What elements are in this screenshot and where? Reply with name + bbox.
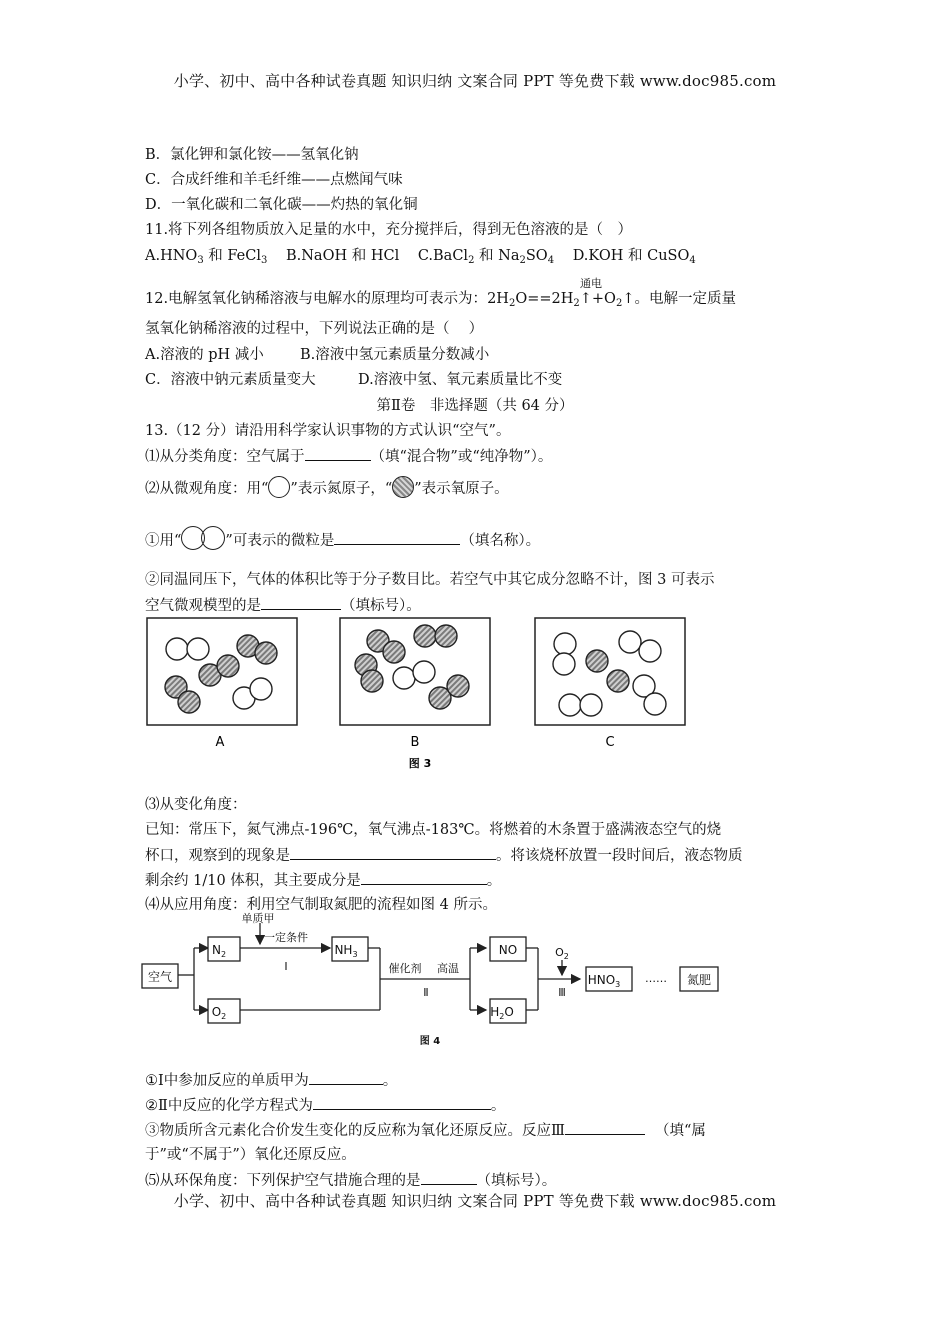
- answer-blank[interactable]: [309, 1070, 383, 1085]
- node-hno3: $HNO_3$: [587, 973, 621, 989]
- q12-line2: 氢氧化钠稀溶液的过程中，下列说法正确的是（ ）: [145, 321, 484, 337]
- atom-o: [217, 655, 239, 677]
- page-footer: 小学、初中、高中各种试卷真题 知识归纳 文案合同 PPT 等免费下载 www.doc985.com: [173, 1192, 777, 1210]
- atom-n: [553, 653, 575, 675]
- figure-3-box-a: [147, 618, 297, 725]
- q13-sub1: ①用“ ”可表示的微粒是 （填名称）。: [145, 526, 540, 551]
- answer-blank[interactable]: [565, 1120, 645, 1135]
- atom-n: [166, 638, 188, 660]
- node-n2: $N_2$: [211, 943, 227, 959]
- nitrogen-molecule-icon-right: [201, 526, 225, 550]
- atom-o: [607, 670, 629, 692]
- nitrogen-atom-icon: [268, 476, 290, 498]
- q12-option-d: D.溶液中氢、氧元素质量比不变: [358, 372, 563, 388]
- label-condition: 一定条件: [264, 931, 308, 944]
- label-step-3: Ⅲ: [558, 986, 566, 999]
- atom-o: [435, 625, 457, 647]
- figure-3-label-b: B: [410, 735, 420, 750]
- node-nh3: $NH_3$: [334, 943, 358, 959]
- atom-o: [414, 625, 436, 647]
- q10-option-b: B．氯化钾和氯化铵——氢氧化钠: [145, 147, 359, 163]
- atom-n: [619, 631, 641, 653]
- q13-answer2: ②Ⅱ中反应的化学方程式为 。: [145, 1095, 505, 1116]
- answer-blank[interactable]: [421, 1170, 477, 1185]
- q13-answer3-line1: ③物质所含元素化合价发生变化的反应称为氧化还原反应。反应Ⅲ （填“属: [145, 1120, 706, 1141]
- answer-blank[interactable]: [290, 845, 496, 860]
- figure-3-caption: 图 3: [408, 757, 432, 770]
- atom-o: [447, 675, 469, 697]
- atom-n: [639, 640, 661, 662]
- q12-option-a: A.溶液的 pH 减小: [145, 347, 264, 363]
- answer-blank[interactable]: [361, 870, 487, 885]
- node-o2: $O_2$: [211, 1005, 227, 1021]
- page-header: 小学、初中、高中各种试卷真题 知识归纳 文案合同 PPT 等免费下载 www.doc985.com: [173, 72, 777, 90]
- q13-part3-line1: 已知：常压下，氮气沸点-196℃，氧气沸点-183℃。将燃着的木条置于盛满液态空气的烧: [145, 822, 722, 838]
- node-no: NO: [498, 943, 518, 957]
- q13-answer3-line2: 于”或“不属于”）氧化还原反应。: [145, 1147, 356, 1163]
- q13-part3-line2: 杯口，观察到的现象是 。将该烧杯放置一段时间后，液态物质: [145, 845, 743, 866]
- q13-sub2-line2: 空气微观模型的是 （填标号）。: [145, 595, 421, 616]
- q13-part5: ⑸从环保角度：下列保护空气措施合理的是 （填标号）。: [145, 1170, 556, 1191]
- q13-part3-line3: 剩余约 1/10 体积，其主要成分是 。: [145, 870, 501, 891]
- node-fertilizer: 氮肥: [686, 973, 712, 987]
- figure-3-box-b: [340, 618, 490, 725]
- atom-n: [250, 678, 272, 700]
- answer-blank[interactable]: [334, 530, 460, 545]
- q12-condition-label: 通电: [580, 277, 602, 290]
- q11-stem: 11.将下列各组物质放入足量的水中，充分搅拌后，得到无色溶液的是（ ）: [145, 222, 633, 238]
- label-reactant: 单质甲: [241, 912, 275, 925]
- q11-options: [145, 246, 696, 271]
- node-air: 空气: [147, 970, 173, 984]
- figure-4: [140, 910, 760, 1050]
- q10-option-d: D．一氧化碳和二氧化碳——灼热的氧化铜: [145, 197, 418, 213]
- answer-blank[interactable]: [305, 446, 371, 461]
- atom-n: [644, 693, 666, 715]
- figure-4-caption: 图 4: [419, 1036, 441, 1047]
- q13-part4: ⑷从应用角度：利用空气制取氮肥的流程如图 4 所示。: [145, 897, 497, 913]
- label-o2-input: $O_2$: [555, 946, 569, 961]
- atom-n: [413, 661, 435, 683]
- q11-option-c: C.BaCl$_2$ 和 $Na_2SO_4$: [417, 248, 555, 266]
- oxygen-atom-icon: [392, 476, 414, 498]
- atom-n: [580, 694, 602, 716]
- q13-part1: ⑴从分类角度：空气属于 （填“混合物”或“纯净物”）。: [145, 446, 552, 467]
- atom-o: [586, 650, 608, 672]
- atom-n: [393, 667, 415, 689]
- q12-option-b: B.溶液中氢元素质量分数减小: [300, 347, 490, 363]
- label-step-2: Ⅱ: [423, 986, 429, 999]
- q13-stem: 13.（12 分）请沿用科学家认识事物的方式认识“空气”。: [145, 423, 511, 439]
- answer-blank[interactable]: [313, 1095, 491, 1110]
- figure-3-label-a: A: [215, 735, 225, 750]
- q11-option-a: $A.HNO_3$ 和 FeCl$_3$: [145, 248, 268, 266]
- label-step-1: Ⅰ: [284, 960, 288, 973]
- section-title: 第Ⅱ卷 非选择题（共 64 分）: [376, 398, 574, 414]
- atom-n: [554, 633, 576, 655]
- atom-n: [187, 638, 209, 660]
- q13-answer1: ①Ⅰ中参加反应的单质甲为 。: [145, 1070, 397, 1091]
- q13-part3: ⑶从变化角度：: [145, 797, 247, 813]
- answer-blank[interactable]: [261, 595, 341, 610]
- atom-o: [255, 642, 277, 664]
- q12-line1: 12.电解氢氧化钠稀溶液与电解水的原理均可表示为：$2H_2O==2H_2↑+O_2↑$。电解一定质量: [145, 291, 736, 309]
- figure-3-label-c: C: [605, 735, 615, 750]
- atom-o: [383, 641, 405, 663]
- figure-3: [140, 612, 700, 782]
- label-dots: ……: [645, 972, 667, 985]
- q10-option-c: C．合成纤维和羊毛纤维——点燃闻气味: [145, 172, 403, 188]
- label-catalyst: 催化剂: [388, 962, 422, 975]
- q13-sub2-line1: ②同温同压下，气体的体积比等于分子数目比。若空气中其它成分忽略不计，图 3 可表示: [145, 572, 715, 588]
- q11-option-b: B.NaOH 和 HCl: [285, 248, 400, 264]
- atom-o: [178, 691, 200, 713]
- atom-n: [559, 694, 581, 716]
- atom-o: [361, 670, 383, 692]
- q12-option-c: C．溶液中钠元素质量变大: [145, 372, 316, 388]
- q13-part2: ⑵从微观角度：用“ ”表示氮原子，“ ”表示氧原子。: [145, 476, 509, 499]
- figure-3-box-c: [535, 618, 685, 725]
- q11-option-d: D.KOH 和 CuSO$_4$: [572, 248, 696, 266]
- label-high-temp: 高温: [437, 962, 459, 975]
- node-h2o: $H_2O$: [490, 1005, 514, 1021]
